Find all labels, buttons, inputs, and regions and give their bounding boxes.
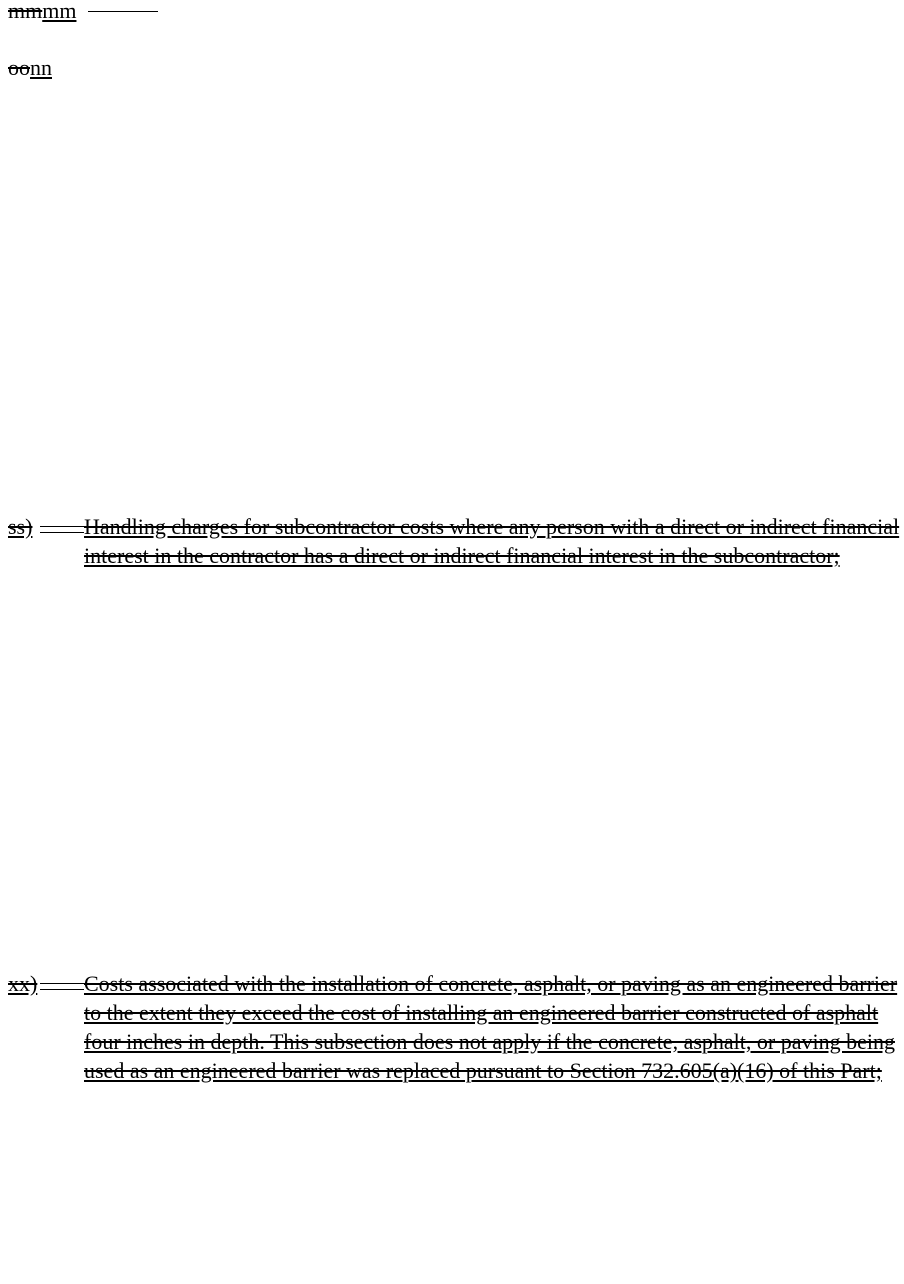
item-tab-strike-xx xyxy=(40,983,84,984)
item-tab-leader-ss xyxy=(40,532,84,533)
item-label-ss: ss) xyxy=(8,514,33,539)
header-line-mm xyxy=(8,0,76,25)
item-tab-strike-ss xyxy=(40,526,84,527)
inserted-text-nn: nn xyxy=(30,55,52,80)
item-text-xx: Costs associated with the installation of concrete, asphalt, or paving as an engineered barrier to the extent they exceed the cost of installing an engineered barrier constructed of asphalt four inches in depth. This subsection does not apply if the concrete, asphalt, or paving being used as an engineered barrier was replaced pursuant to Section 732.605(a)(16) of this Part; xyxy=(84,971,898,1083)
item-label-xx: xx) xyxy=(8,971,38,996)
item-text-ss: Handling charges for subcontractor costs where any person with a direct or indirect financial interest in the contractor has a direct or indirect financial interest in the subcontractor; xyxy=(84,514,900,568)
item-tab-leader-xx xyxy=(40,989,84,990)
deleted-text-oo: oo xyxy=(8,55,30,80)
inserted-text-mm: mm xyxy=(42,0,77,23)
header-line-oonn xyxy=(8,53,52,82)
header-rule xyxy=(88,11,158,12)
deleted-text-mm: mm xyxy=(8,0,43,23)
